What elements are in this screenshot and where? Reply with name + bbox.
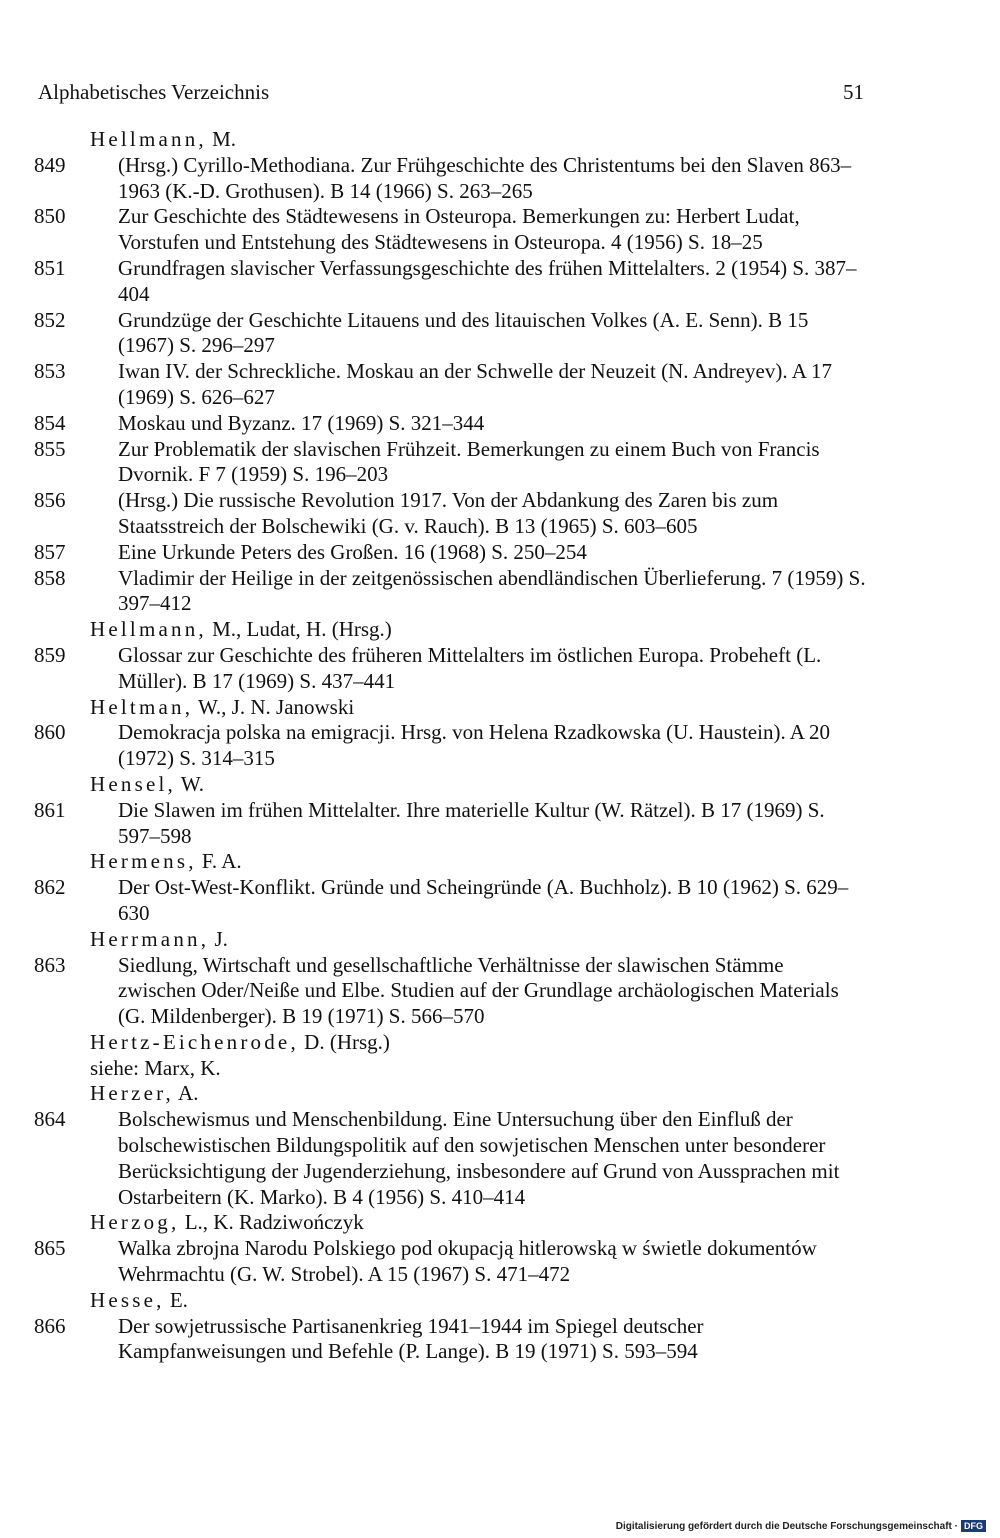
index-entry [0, 798, 1000, 850]
author-heading [90, 849, 1000, 875]
author-heading [90, 695, 1000, 721]
entry-number: 853 [34, 359, 66, 384]
index-entry [0, 308, 1000, 360]
entry-text: Iwan IV. der Schreckliche. Moskau an der Schwelle der Neuzeit (N. Andreyev). A 17 (1969) S. 626–627 [118, 359, 832, 409]
author-name: Herzog, [90, 1210, 180, 1235]
entry-number: 861 [34, 797, 66, 822]
entry-number: 864 [34, 1107, 66, 1132]
index-entry [0, 411, 1000, 437]
running-title: Alphabetisches Verzeichnis [38, 80, 270, 104]
entry-number: 851 [34, 255, 66, 280]
entry-number: 858 [34, 565, 66, 590]
author-name: Hertz-Eichenrode, [90, 1029, 299, 1054]
author-name: Herzer, [90, 1081, 174, 1106]
entry-text: Moskau und Byzanz. 17 (1969) S. 321–344 [118, 410, 485, 435]
index-entry [0, 540, 1000, 566]
page-header [38, 78, 864, 108]
author-name: Herrmann, [90, 926, 210, 951]
footer-text: Digitalisierung gefördert durch die Deutsche Forschungsgemeinschaft · [615, 1520, 958, 1532]
entry-number: 857 [34, 539, 66, 564]
entry-text: Der Ost-West-Konflikt. Gründe und Scheingründe (A. Buchholz). B 10 (1962) S. 629–630 [118, 875, 849, 925]
index-entry [0, 643, 1000, 695]
entry-number: 849 [34, 152, 66, 177]
author-initials: M., Ludat, H. (Hrsg.) [206, 617, 392, 642]
index-entry [0, 720, 1000, 772]
entry-number: 855 [34, 436, 66, 461]
entry-text: Grundzüge der Geschichte Litauens und des litauischen Volkes (A. E. Senn). B 15 (1967) S. 296–297 [118, 307, 809, 358]
entry-text: Der sowjetrussische Partisanenkrieg 1941–1944 im Spiegel deutscher Kampfanweisungen und Befehle (P. Lange). B 19 (1971) S. 593–594 [118, 1313, 704, 1364]
index-entry [0, 566, 1000, 618]
author-name: Hensel, [90, 771, 176, 796]
index-entry [0, 204, 1000, 256]
entry-text: Vladimir der Heilige in der zeitgenössischen abendländischen Überlieferung. 7 (1959) S. 397–412 [118, 565, 866, 616]
entry-number: 850 [34, 204, 66, 229]
index-entry [0, 1314, 1000, 1366]
page-number: 51 [843, 80, 864, 104]
entry-text: Grundfragen slavischer Verfassungsgeschichte des frühen Mittelalters. 2 (1954) S. 387–404 [118, 255, 857, 306]
author-initials: W. [175, 771, 204, 796]
index-entry-list [0, 127, 1000, 1365]
author-initials: D. (Hrsg.) [298, 1029, 390, 1054]
entry-number: 866 [34, 1313, 66, 1338]
author-heading [90, 1081, 1000, 1107]
author-heading [90, 1210, 1000, 1236]
author-name: Hellmann, [90, 617, 207, 642]
author-heading [90, 927, 1000, 953]
entry-number: 854 [34, 410, 66, 435]
entry-number: 860 [34, 720, 66, 745]
entry-number: 863 [34, 952, 66, 977]
entry-text: Bolschewismus und Menschenbildung. Eine Untersuchung über den Einfluß der bolschewistischen Bildungspolitik auf den sowjetischen Menschen unter besonderer Berücksichtigung der Jugenderziehung, insbesondere auf Grund von Aussprachen mit Ostarbeitern (K. Marko). B 4 (1956) S. 410–414 [118, 1107, 840, 1209]
index-entry [0, 359, 1000, 411]
entry-text: (Hrsg.) Cyrillo-Methodiana. Zur Frühgeschichte des Christentums bei den Slaven 863–1963 (K.-D. Grothusen). B 14 (1966) S. 263–265 [118, 152, 852, 203]
index-entry [0, 256, 1000, 308]
author-name: Heltman, [90, 694, 194, 719]
entry-text: Demokracja polska na emigracji. Hrsg. von Helena Rzadkowska (U. Haustein). A 20 (1972) S. 314–315 [118, 720, 831, 771]
cross-reference: siehe: Marx, K. [90, 1055, 221, 1080]
author-name: Hermens, [90, 849, 197, 874]
entry-text: (Hrsg.) Die russische Revolution 1917. Von der Abdankung des Zaren bis zum Staatsstreich der Bolschewiki (G. v. Rauch). B 13 (1965) S. 603–605 [118, 488, 779, 538]
author-name: Hellmann, [90, 127, 207, 151]
entry-number: 865 [34, 1236, 66, 1261]
author-heading [90, 617, 1000, 643]
entry-number: 852 [34, 307, 66, 332]
entry-text: Die Slawen im frühen Mittelalter. Ihre materielle Kultur (W. Rätzel). B 17 (1969) S. 597–598 [118, 797, 825, 848]
index-entry [0, 953, 1000, 1030]
author-initials: L., K. Radziwończyk [179, 1210, 364, 1235]
entry-text: Eine Urkunde Peters des Großen. 16 (1968) S. 250–254 [118, 539, 587, 564]
author-initials: J. [209, 926, 228, 951]
author-initials: M. [206, 127, 237, 151]
author-heading [90, 1288, 1000, 1314]
author-initials: F. A. [196, 849, 242, 874]
entry-number: 856 [34, 488, 66, 513]
index-entry [0, 488, 1000, 540]
author-name: Hesse, [90, 1287, 165, 1312]
index-entry [0, 1236, 1000, 1288]
entry-text: Zur Geschichte des Städtewesens in Osteuropa. Bemerkungen zu: Herbert Ludat, Vorstufen und Entstehung des Städtewesens in Osteuropa. 4 (1956) S. 18–25 [118, 204, 800, 255]
entry-text: Walka zbrojna Narodu Polskiego pod okupacją hitlerowską w świetle dokumentów Wehrmachtu (G. W. Strobel). A 15 (1967) S. 471–472 [118, 1236, 817, 1287]
author-initials: W., J. N. Janowski [193, 694, 355, 719]
dfg-logo: DFG [961, 1520, 986, 1532]
entry-text: Zur Problematik der slavischen Frühzeit. Bemerkungen zu einem Buch von Francis Dvornik. F 7 (1959) S. 196–203 [118, 436, 820, 487]
author-heading [90, 772, 1000, 798]
author-initials: E. [164, 1287, 188, 1312]
entry-number: 859 [34, 642, 66, 667]
index-entry [0, 1107, 1000, 1210]
author-heading [90, 1030, 1000, 1056]
author-heading [90, 127, 1000, 153]
entry-text: Glossar zur Geschichte des früheren Mittelalters im östlichen Europa. Probeheft (L. Müller). B 17 (1969) S. 437–441 [118, 642, 822, 693]
entry-number: 862 [34, 875, 66, 900]
author-initials: A. [173, 1081, 199, 1106]
digitization-footer [616, 1520, 986, 1532]
index-entry [0, 437, 1000, 489]
index-entry [0, 153, 1000, 205]
entry-text: Siedlung, Wirtschaft und gesellschaftliche Verhältnisse der slawischen Stämme zwischen Oder/Neiße und Elbe. Studien auf der Grundlage archäologischen Materials (G. Mildenberger). B 19 (1971) S. 566–570 [118, 952, 839, 1029]
index-entry [0, 875, 1000, 927]
